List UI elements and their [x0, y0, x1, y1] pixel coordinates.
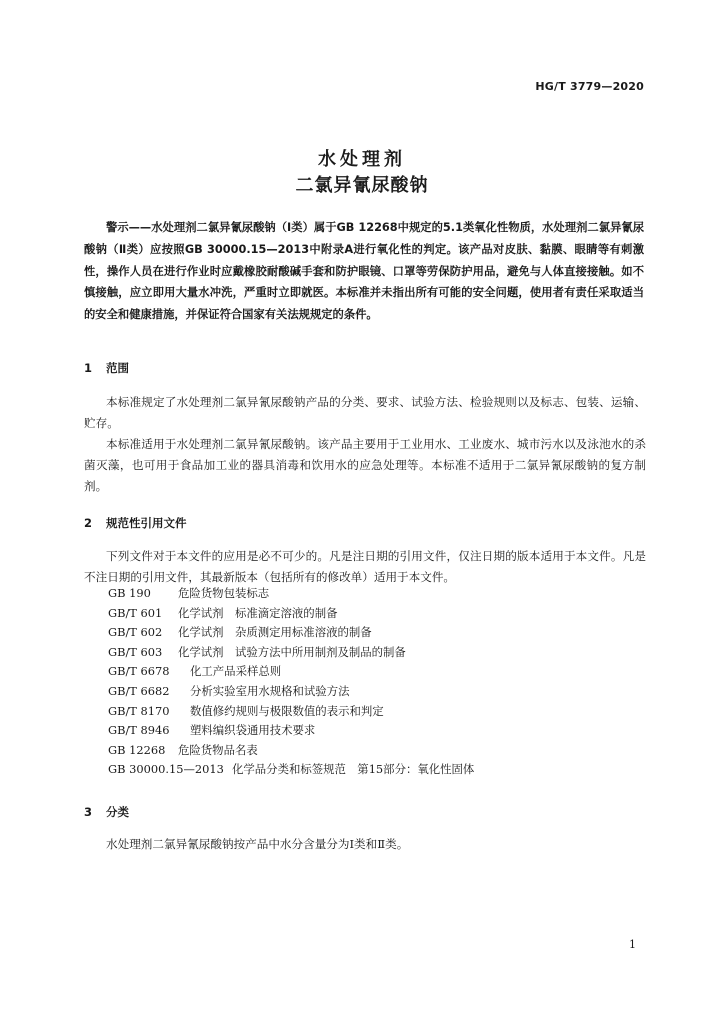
reference-code: GB/T 8946	[108, 723, 170, 738]
reference-title: 化学品分类和标签规范 第15部分：氧化性固体	[232, 762, 475, 777]
reference-item	[108, 702, 474, 722]
reference-item	[108, 623, 474, 643]
warning-paragraph: 警示——水处理剂二氯异氰尿酸钠（Ⅰ类）属于GB 12268中规定的5.1类氧化性物质，水处理剂二氯异氰尿酸钠（Ⅱ类）应按照GB 30000.15—2013中附录A进行氧化性的判定。该产品对皮肤、黏膜、眼睛等有刺激性，操作人员在进行作业时应戴橡胶耐酸碱手套和防护眼镜、口罩等劳保防护用品，避免与人体直接接触。如不慎接触，应立即用大量水冲洗，严重时立即就医。本标准并未指出所有可能的安全问题，使用者有责任采取适当的安全和健康措施，并保证符合国家有关法规规定的条件。	[84, 221, 644, 322]
section-2-title: 规范性引用文件	[106, 516, 187, 530]
reference-code: GB 30000.15—2013	[108, 762, 224, 777]
section-1-number: 1	[84, 361, 93, 375]
reference-code: GB 12268	[108, 742, 166, 757]
reference-item	[108, 741, 474, 761]
section-1-heading	[84, 360, 129, 376]
section-1-title: 范围	[106, 361, 129, 375]
reference-code: GB/T 8170	[108, 703, 170, 718]
document-title-line1: 水处理剂	[318, 149, 406, 170]
page-number: 1	[629, 938, 636, 951]
reference-code: GB/T 602	[108, 625, 163, 640]
reference-item	[108, 604, 474, 624]
section-2-number: 2	[84, 516, 93, 530]
reference-code: GB 190	[108, 586, 151, 600]
section-1-paragraph-2: 本标准适用于水处理剂二氯异氰尿酸钠。该产品主要用于工业用水、工业废水、城市污水以及泳池水的杀菌灭藻，也可用于食品加工业的器具消毒和饮用水的应急处理等。本标准不适用于二氯异氰尿酸钠的复方制剂。	[84, 437, 646, 493]
reference-code: GB/T 6682	[108, 683, 170, 698]
reference-title: 分析实验室用水规格和试验方法	[190, 683, 350, 698]
section-1-paragraph-1: 本标准规定了水处理剂二氯异氰尿酸钠产品的分类、要求、试验方法、检验规则以及标志、包装、运输、贮存。	[84, 395, 646, 430]
section-2-heading	[84, 515, 187, 531]
reference-item	[108, 721, 474, 741]
reference-item	[108, 760, 474, 780]
section-3-title: 分类	[106, 805, 129, 819]
reference-item	[108, 682, 474, 702]
reference-item	[108, 584, 474, 604]
standard-code: HG/T 3779—2020	[535, 80, 644, 93]
reference-title: 塑料编织袋通用技术要求	[190, 723, 316, 738]
reference-title: 化学试剂 杂质测定用标准溶液的制备	[178, 625, 372, 640]
section-3-heading	[84, 804, 129, 820]
reference-item	[108, 643, 474, 663]
reference-title: 化学试剂 试验方法中所用制剂及制品的制备	[178, 644, 406, 659]
reference-title: 化学试剂 标准滴定溶液的制备	[178, 605, 338, 620]
reference-title: 数值修约规则与极限数值的表示和判定	[190, 703, 384, 718]
section-3-paragraph-1: 水处理剂二氯异氰尿酸钠按产品中水分含量分为Ⅰ类和Ⅱ类。	[106, 837, 409, 851]
reference-item	[108, 662, 474, 682]
reference-code: GB/T 603	[108, 644, 163, 659]
document-title-line2: 二氯异氰尿酸钠	[295, 175, 429, 196]
reference-title: 化工产品采样总则	[190, 664, 282, 679]
reference-title: 危险货物包装标志	[178, 586, 270, 600]
section-2-paragraph-1: 下列文件对于本文件的应用是必不可少的。凡是注日期的引用文件，仅注日期的版本适用于本文件。凡是不注日期的引用文件，其最新版本（包括所有的修改单）适用于本文件。	[84, 549, 646, 584]
normative-references-list	[108, 584, 474, 780]
reference-code: GB/T 601	[108, 605, 163, 620]
section-3-number: 3	[84, 805, 93, 819]
reference-code: GB/T 6678	[108, 664, 170, 679]
reference-title: 危险货物品名表	[178, 742, 258, 757]
